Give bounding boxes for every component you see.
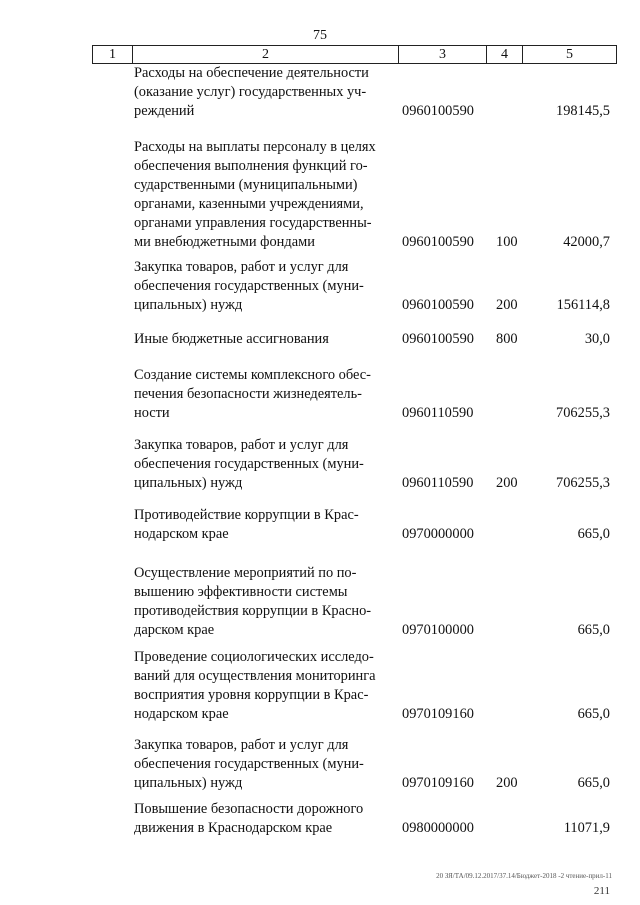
row-description-line: Создание системы комплексного обес-: [134, 367, 371, 383]
row-description-line: органами управления государственны-: [134, 215, 372, 231]
row-amount: 665,0: [577, 622, 610, 638]
row-code: 0970100000: [402, 622, 474, 638]
header-col-2: 2: [133, 46, 399, 63]
row-amount: 706255,3: [556, 475, 610, 491]
row-description-line: ности: [134, 405, 170, 421]
row-description-line: обеспечения выполнения функций го-: [134, 158, 368, 174]
row-description-line: Осуществление мероприятий по по-: [134, 565, 357, 581]
row-code: 0970109160: [402, 706, 474, 722]
row-description: [134, 506, 392, 544]
row-description-line: восприятия уровня коррупции в Крас-: [134, 687, 369, 703]
row-code: 0970109160: [402, 775, 474, 791]
row-description-line: Закупка товаров, работ и услуг для: [134, 259, 349, 275]
footer-page-number: 211: [593, 885, 610, 897]
header-col-5: 5: [566, 47, 573, 62]
row-expense-type: 200: [496, 775, 518, 791]
row-description: [134, 258, 392, 315]
row-amount: 30,0: [584, 331, 610, 347]
row-description-line: ваний для осуществления мониторинга: [134, 668, 376, 684]
row-amount: 665,0: [577, 775, 610, 791]
row-description-line: Расходы на обеспечение деятельности: [134, 65, 369, 81]
row-amount: 198145,5: [556, 103, 610, 119]
row-description-line: нодарском крае: [134, 526, 229, 542]
header-col-1: 1: [93, 46, 133, 63]
row-code: 0960100590: [402, 234, 474, 250]
row-description: [134, 138, 392, 252]
row-expense-type: 100: [496, 234, 518, 250]
row-code: 0960110590: [402, 475, 474, 491]
row-description-line: вышению эффективности системы: [134, 584, 348, 600]
row-description: [134, 366, 392, 423]
row-description-line: Противодействие коррупции в Крас-: [134, 507, 359, 523]
row-code: 0960100590: [402, 331, 474, 347]
row-description-line: ми внебюджетными фондами: [134, 234, 315, 250]
row-description-line: печения безопасности жизнедеятель-: [134, 386, 362, 402]
row-description: [134, 648, 392, 724]
row-description-line: обеспечения государственных (муни-: [134, 278, 364, 294]
row-description: [134, 736, 392, 793]
row-code: 0960110590: [402, 405, 474, 421]
row-description-line: ципальных) нужд: [134, 775, 243, 791]
header-col-4: 4: [487, 46, 523, 63]
row-description-line: ципальных) нужд: [134, 475, 243, 491]
row-code: 0970000000: [402, 526, 474, 542]
row-description: [134, 436, 392, 493]
row-description-line: Проведение социологических исследо-: [134, 649, 374, 665]
row-description-line: сударственными (муниципальными): [134, 177, 358, 193]
row-description: [134, 64, 392, 121]
row-code: 0960100590: [402, 103, 474, 119]
row-description-line: Закупка товаров, работ и услуг для: [134, 737, 349, 753]
row-description-line: Расходы на выплаты персоналу в целях: [134, 139, 376, 155]
row-description-line: движения в Краснодарском крае: [134, 820, 333, 836]
row-description: [134, 564, 392, 640]
row-description: [134, 800, 392, 838]
row-amount: 156114,8: [556, 297, 610, 313]
row-description-line: Повышение безопасности дорожного: [134, 801, 364, 817]
row-amount: 42000,7: [563, 234, 610, 250]
row-expense-type: 800: [496, 331, 518, 347]
row-description-line: дарском крае: [134, 622, 215, 638]
row-amount: 665,0: [577, 706, 610, 722]
row-description-line: Закупка товаров, работ и услуг для: [134, 437, 349, 453]
row-description-line: ципальных) нужд: [134, 297, 243, 313]
row-description-line: органами, казенными учреждениями,: [134, 196, 364, 212]
row-description-line: обеспечения государственных (муни-: [134, 456, 364, 472]
table-header: [92, 45, 617, 64]
row-expense-type: 200: [496, 475, 518, 491]
row-description-line: противодействия коррупции в Красно-: [134, 603, 372, 619]
row-description-line: (оказание услуг) государственных уч-: [134, 84, 367, 100]
row-description-line: обеспечения государственных (муни-: [134, 756, 364, 772]
row-description-line: реждений: [134, 103, 195, 119]
row-amount: 665,0: [577, 526, 610, 542]
row-amount: 706255,3: [556, 405, 610, 421]
header-col-3: 3: [399, 46, 487, 63]
footer-file-path: 20 ЗЯ/ТА/09.12.2017/37.14/Бюджет-2018 -2 чтение-прил-11: [436, 872, 612, 880]
row-expense-type: 200: [496, 297, 518, 313]
row-amount: 11071,9: [563, 820, 610, 836]
row-description-line: Иные бюджетные ассигнования: [134, 331, 329, 347]
row-description-line: нодарском крае: [134, 706, 229, 722]
row-code: 0960100590: [402, 297, 474, 313]
row-code: 0980000000: [402, 820, 474, 836]
row-description: [134, 330, 392, 349]
page-number: 75: [313, 28, 327, 43]
